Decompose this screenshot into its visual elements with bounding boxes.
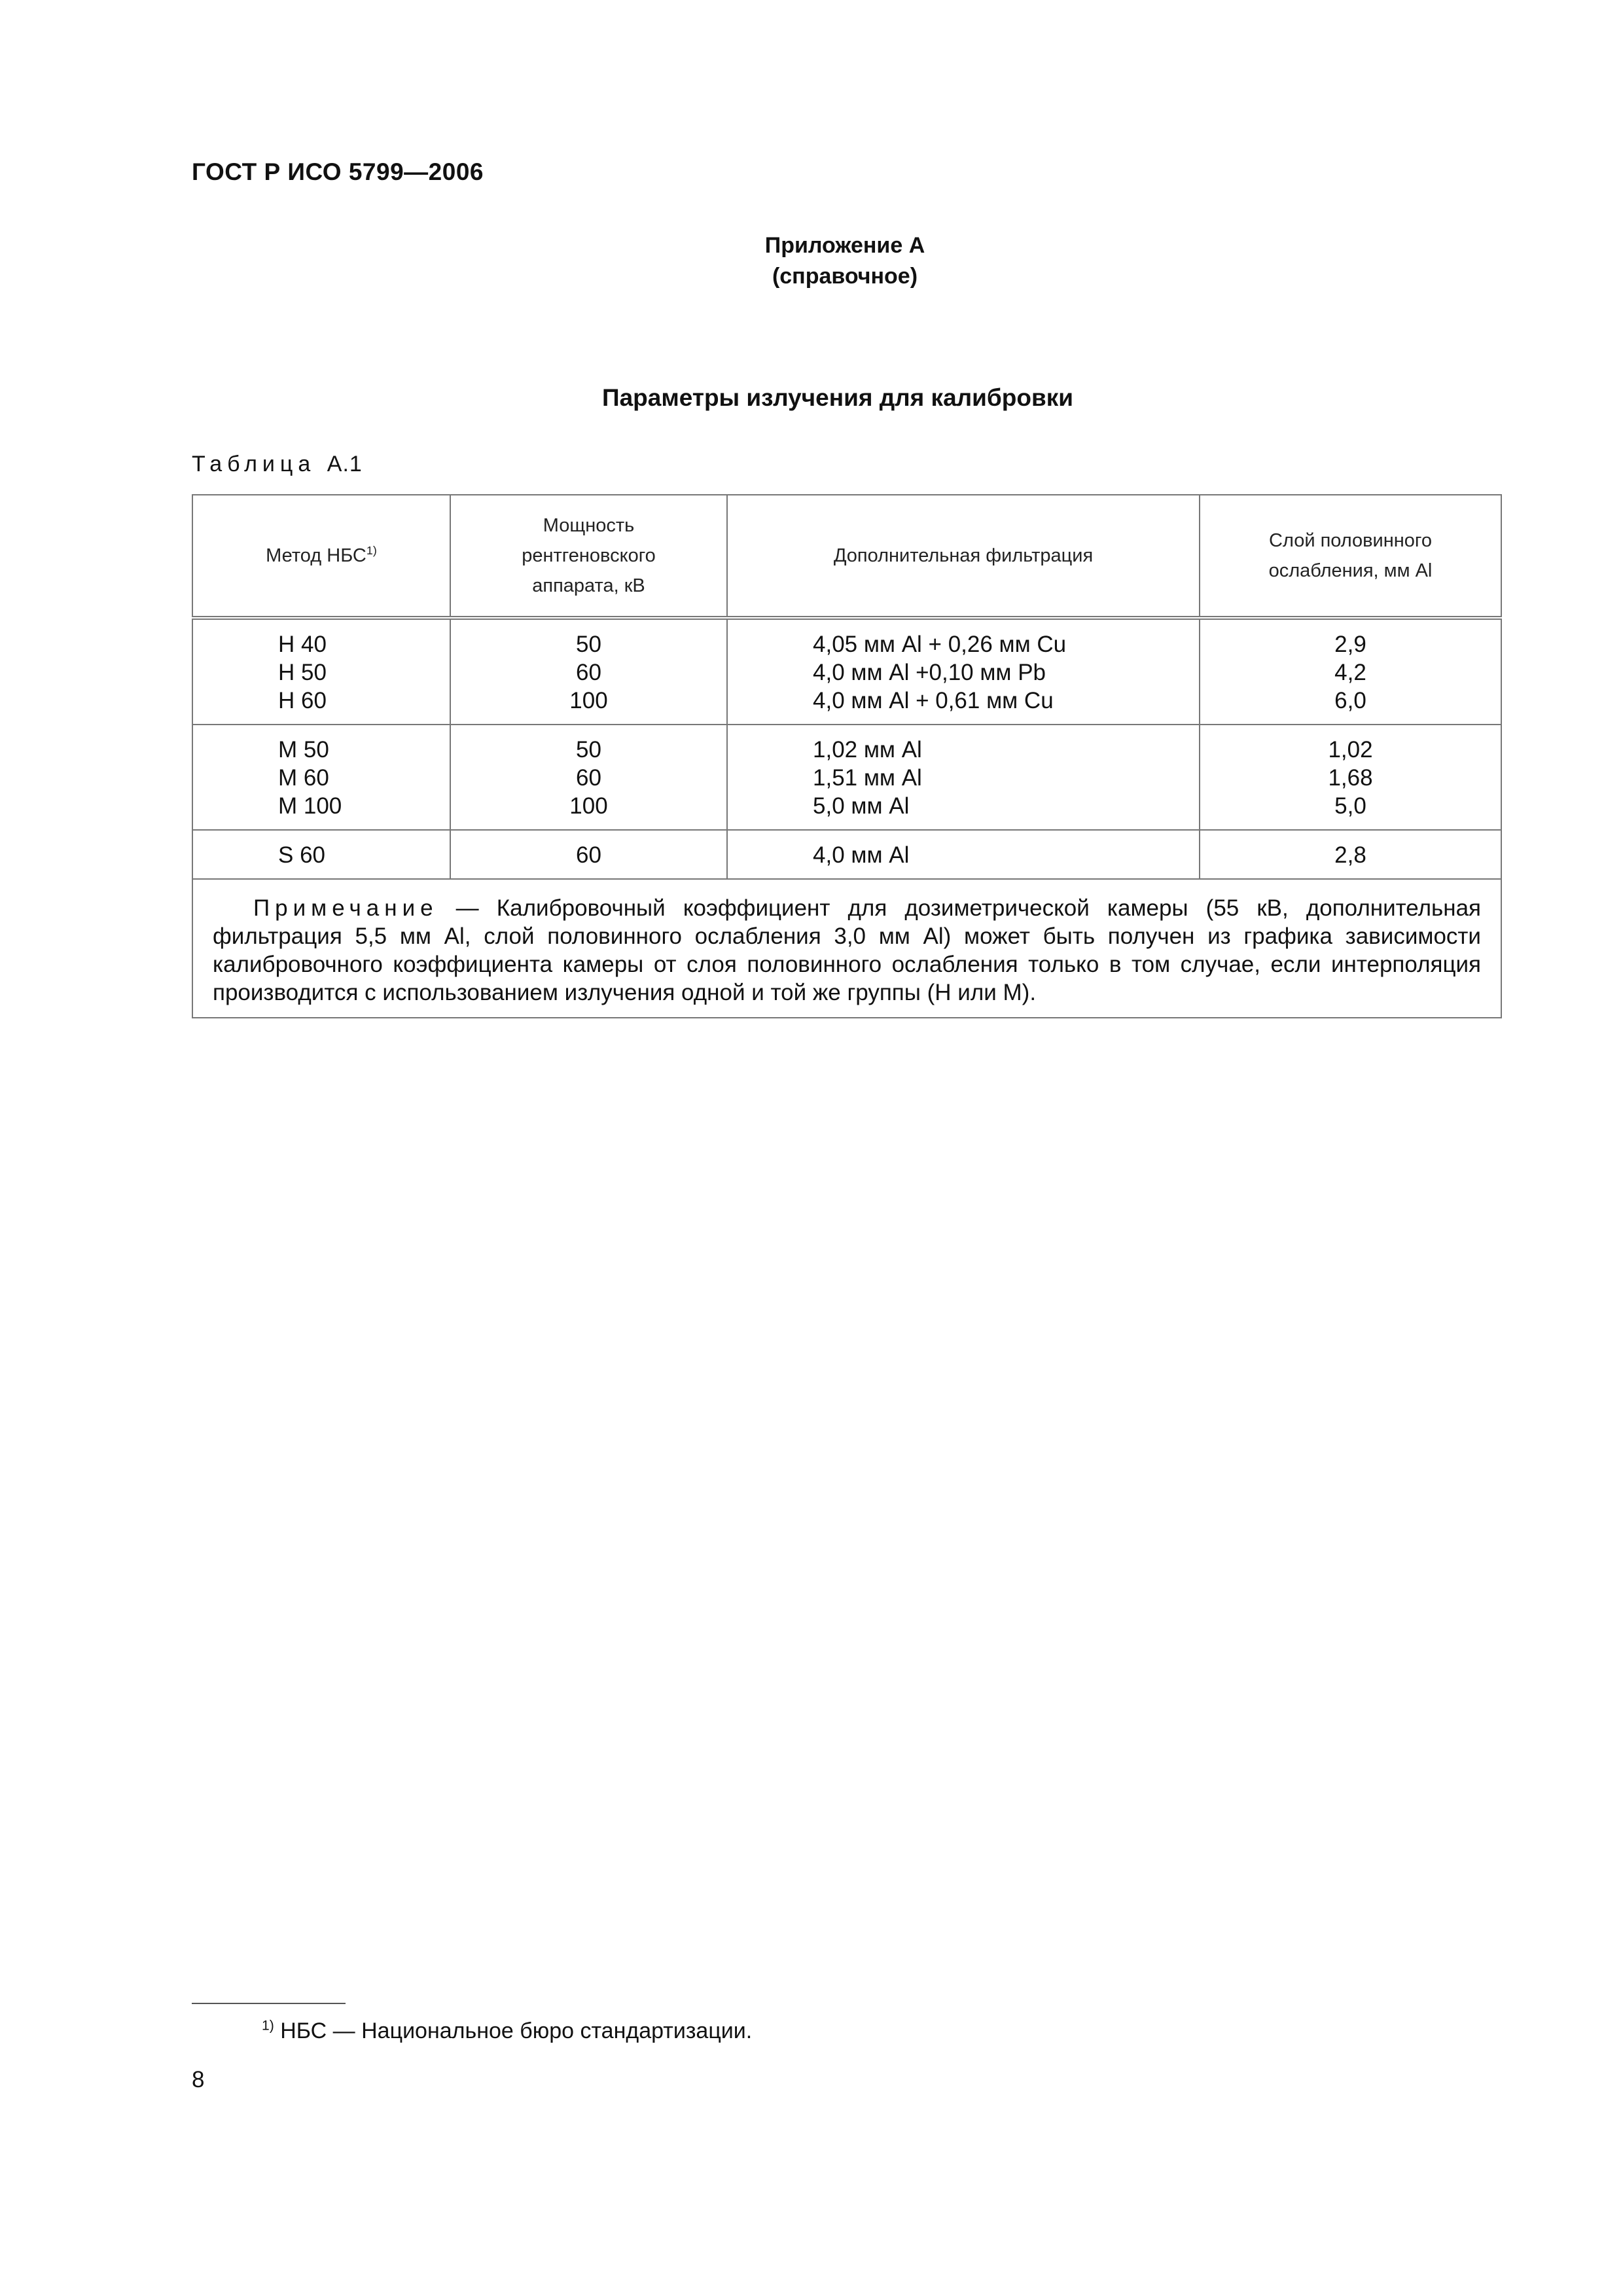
hvl-cell bbox=[1200, 618, 1501, 725]
column-header-power bbox=[450, 495, 727, 618]
method-value: M 60 bbox=[278, 765, 329, 791]
power-value: 60 bbox=[576, 660, 601, 685]
filtration-cell bbox=[727, 618, 1200, 725]
hvl-value: 2,8 bbox=[1334, 842, 1366, 868]
method-cell bbox=[192, 830, 450, 879]
hvl-value: 1,68 bbox=[1328, 765, 1373, 791]
section-title: Параметры излучения для калибровки bbox=[602, 384, 1073, 411]
method-value: H 40 bbox=[278, 632, 327, 657]
hvl-value: 6,0 bbox=[1334, 688, 1366, 713]
filtration-cell bbox=[727, 725, 1200, 830]
column-header-power-line: Мощность bbox=[543, 515, 635, 536]
filtration-value: 1,51 мм Al bbox=[813, 765, 922, 791]
method-value: H 50 bbox=[278, 660, 327, 685]
method-value: H 60 bbox=[278, 688, 327, 713]
column-header-filtration: Дополнительная фильтрация bbox=[727, 495, 1200, 618]
power-value: 50 bbox=[576, 632, 601, 657]
power-cell bbox=[450, 725, 727, 830]
table-caption bbox=[192, 452, 363, 477]
footnote-marker: 1) bbox=[262, 2018, 274, 2034]
table-note bbox=[192, 879, 1501, 1018]
power-cell bbox=[450, 618, 727, 725]
filtration-value: 5,0 мм Al bbox=[813, 793, 910, 819]
column-header-hvl-line: Слой половинного bbox=[1269, 530, 1432, 551]
power-value: 100 bbox=[569, 793, 608, 819]
power-value: 60 bbox=[576, 842, 601, 868]
page-number: 8 bbox=[192, 2067, 205, 2092]
hvl-value: 4,2 bbox=[1334, 660, 1366, 685]
filtration-value: 1,02 мм Al bbox=[813, 737, 922, 762]
column-header-method-label: Метод НБС bbox=[266, 545, 366, 566]
table-caption-label: Таблица bbox=[192, 452, 316, 476]
footnote bbox=[262, 2018, 752, 2044]
power-cell bbox=[450, 830, 727, 879]
power-value: 50 bbox=[576, 737, 601, 762]
table-row-group-h bbox=[192, 618, 1501, 725]
method-value: M 50 bbox=[278, 737, 329, 762]
hvl-cell bbox=[1200, 725, 1501, 830]
power-value: 60 bbox=[576, 765, 601, 791]
method-cell bbox=[192, 618, 450, 725]
document-header: ГОСТ Р ИСО 5799—2006 bbox=[192, 158, 484, 185]
radiation-parameters-table bbox=[192, 494, 1502, 1018]
footnote-divider bbox=[192, 2003, 346, 2004]
method-value: S 60 bbox=[278, 842, 325, 868]
filtration-value: 4,05 мм Al + 0,26 мм Cu bbox=[813, 632, 1067, 657]
power-value: 100 bbox=[569, 688, 608, 713]
column-header-hvl-line: ослабления, мм Al bbox=[1268, 560, 1433, 581]
hvl-cell bbox=[1200, 830, 1501, 879]
appendix-type: (справочное) bbox=[772, 264, 918, 289]
table-row-group-m bbox=[192, 725, 1501, 830]
column-header-power-line: аппарата, кВ bbox=[532, 575, 645, 596]
table-note-row bbox=[192, 879, 1501, 1018]
column-header-method bbox=[192, 495, 450, 618]
method-cell bbox=[192, 725, 450, 830]
appendix-label: Приложение А bbox=[764, 233, 925, 258]
footnote-text: НБС — Национальное бюро стандартизации. bbox=[274, 2018, 753, 2043]
filtration-value: 4,0 мм Al + 0,61 мм Cu bbox=[813, 688, 1054, 713]
hvl-value: 1,02 bbox=[1328, 737, 1373, 762]
table-row-group-s bbox=[192, 830, 1501, 879]
hvl-value: 2,9 bbox=[1334, 632, 1366, 657]
appendix-title bbox=[678, 230, 1012, 292]
hvl-value: 5,0 bbox=[1334, 793, 1366, 819]
table-header-row bbox=[192, 495, 1501, 618]
filtration-value: 4,0 мм Al bbox=[813, 842, 910, 868]
note-label: Примечание bbox=[253, 895, 438, 921]
filtration-cell bbox=[727, 830, 1200, 879]
column-header-power-line: рентгеновского bbox=[522, 545, 656, 566]
method-value: M 100 bbox=[278, 793, 342, 819]
filtration-value: 4,0 мм Al +0,10 мм Pb bbox=[813, 660, 1046, 685]
note-text: — Калибровочный коэффициент для дозиметрической камеры (55 кВ, дополнительная фильтрация 5,5 мм Al, слой половинного ослабления 3,0 мм Al) может быть получен из графика зависимости калибровочного коэффициента камеры от слоя половинного ослабления только в том случае, если интерполяция производится с использованием излучения одной и той же группы (Н или М). bbox=[213, 895, 1481, 1005]
footnote-ref: 1) bbox=[366, 544, 377, 558]
table-caption-number: А.1 bbox=[327, 452, 363, 476]
column-header-hvl bbox=[1200, 495, 1501, 618]
